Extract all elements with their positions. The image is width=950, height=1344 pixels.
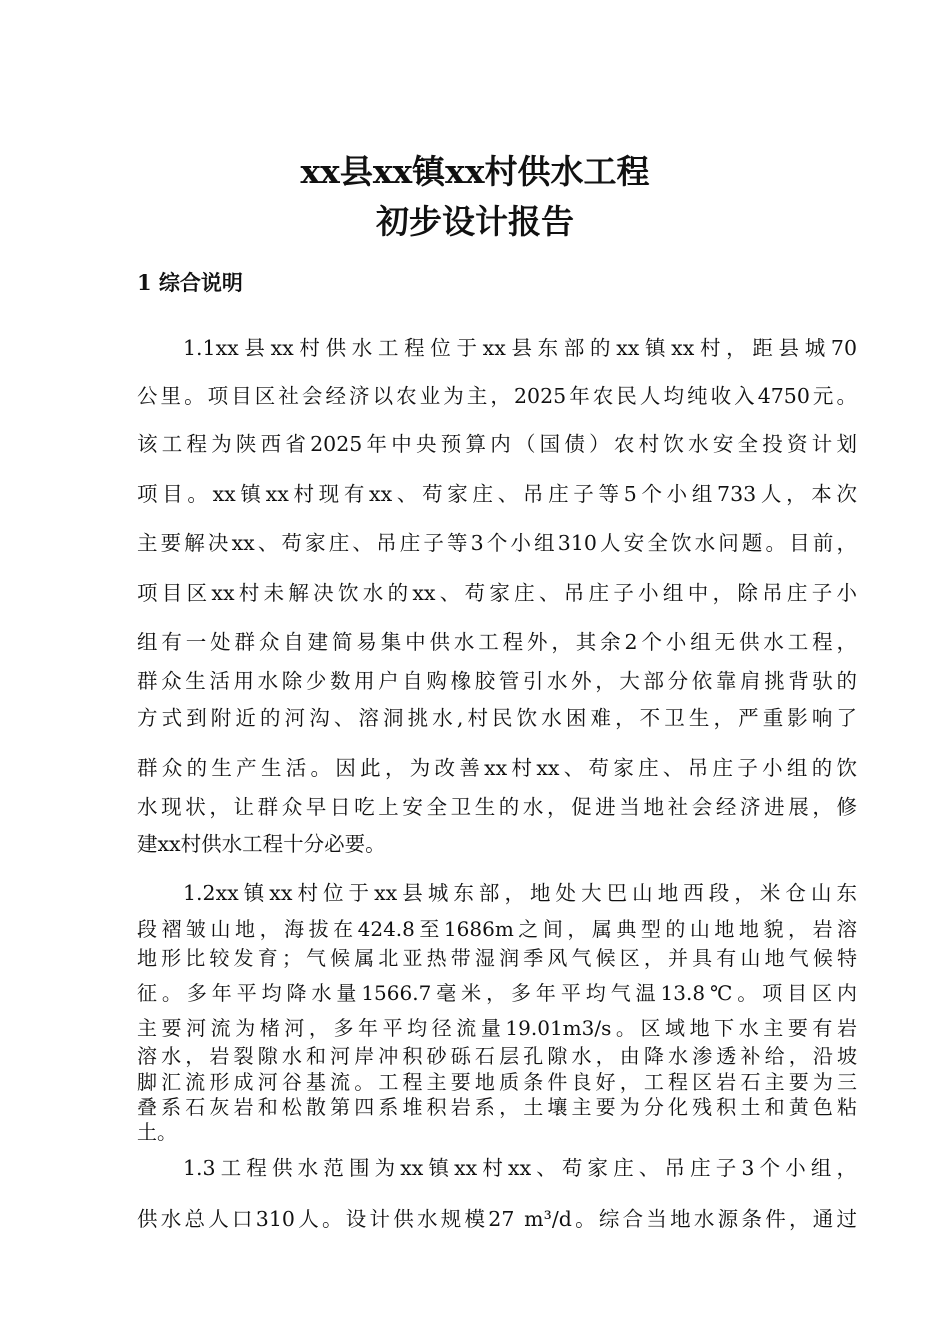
paragraph-line: 1.2xx镇xx村位于xx县城东部，地处大巴山地西段，米仓山东 — [183, 881, 857, 905]
paragraph-line: 溶水，岩裂隙水和河岸冲积砂砾石层孔隙水，由降水渗透补给，沿坡 — [137, 1044, 857, 1068]
paragraph-line: 主要解决xx、苟家庄、吊庄子等3个小组310人安全饮水问题。目前， — [137, 531, 857, 555]
paragraph-line: 项目。xx镇xx村现有xx、苟家庄、吊庄子等5个小组733人，本次 — [137, 482, 857, 506]
paragraph-line: 叠系石灰岩和松散第四系堆积岩系，土壤主要为分化残积土和黄色粘 — [137, 1095, 857, 1119]
paragraph-line: 1.3工程供水范围为xx镇xx村xx、苟家庄、吊庄子3个小组， — [183, 1156, 857, 1180]
document-title: xx县xx镇xx村供水工程 — [300, 152, 650, 191]
paragraph-line: 群众生活用水除少数用户自购橡胶管引水外，大部分依靠肩挑背驮的 — [137, 669, 857, 693]
paragraph-line: 1.1xx县xx村供水工程位于xx县东部的xx镇xx村，距县城70 — [183, 336, 857, 360]
document-subtitle: 初步设计报告 — [376, 202, 574, 241]
paragraph-line: 水现状，让群众早日吃上安全卫生的水，促进当地社会经济进展，修 — [137, 795, 857, 819]
paragraph-line: 地形比较发育；气候属北亚热带湿润季风气候区，并具有山地气候特 — [137, 946, 857, 970]
paragraph-line: 供水总人口310人。设计供水规模27 m³/d。综合当地水源条件，通过 — [137, 1207, 857, 1231]
paragraph-line: 脚汇流形成河谷基流。工程主要地质条件良好，工程区岩石主要为三 — [137, 1070, 857, 1094]
section-heading: 1 综合说明 — [137, 270, 243, 295]
paragraph-line: 土。 — [137, 1120, 177, 1144]
paragraph-line: 项目区xx村未解决饮水的xx、苟家庄、吊庄子小组中，除吊庄子小 — [137, 581, 857, 605]
paragraph-line: 公里。项目区社会经济以农业为主，2025年农民人均纯收入4750元。 — [137, 384, 857, 408]
paragraph-line: 段褶皱山地，海拔在424.8至1686m之间，属典型的山地地貌，岩溶 — [137, 917, 857, 941]
paragraph-line: 主要河流为楮河，多年平均径流量19.01m3/s。区域地下水主要有岩 — [137, 1016, 857, 1040]
paragraph-line: 方式到附近的河沟、溶洞挑水,村民饮水困难，不卫生，严重影响了 — [137, 706, 857, 730]
paragraph-line: 群众的生产生活。因此，为改善xx村xx、苟家庄、吊庄子小组的饮 — [137, 756, 857, 780]
paragraph-line: 组有一处群众自建简易集中供水工程外，其余2个小组无供水工程， — [137, 630, 857, 654]
paragraph-line: 建xx村供水工程十分必要。 — [137, 832, 386, 856]
paragraph-line: 该工程为陕西省2025年中央预算内（国债）农村饮水安全投资计划 — [137, 432, 857, 456]
paragraph-line: 征。多年平均降水量1566.7毫米，多年平均气温13.8℃。项目区内 — [137, 981, 857, 1005]
